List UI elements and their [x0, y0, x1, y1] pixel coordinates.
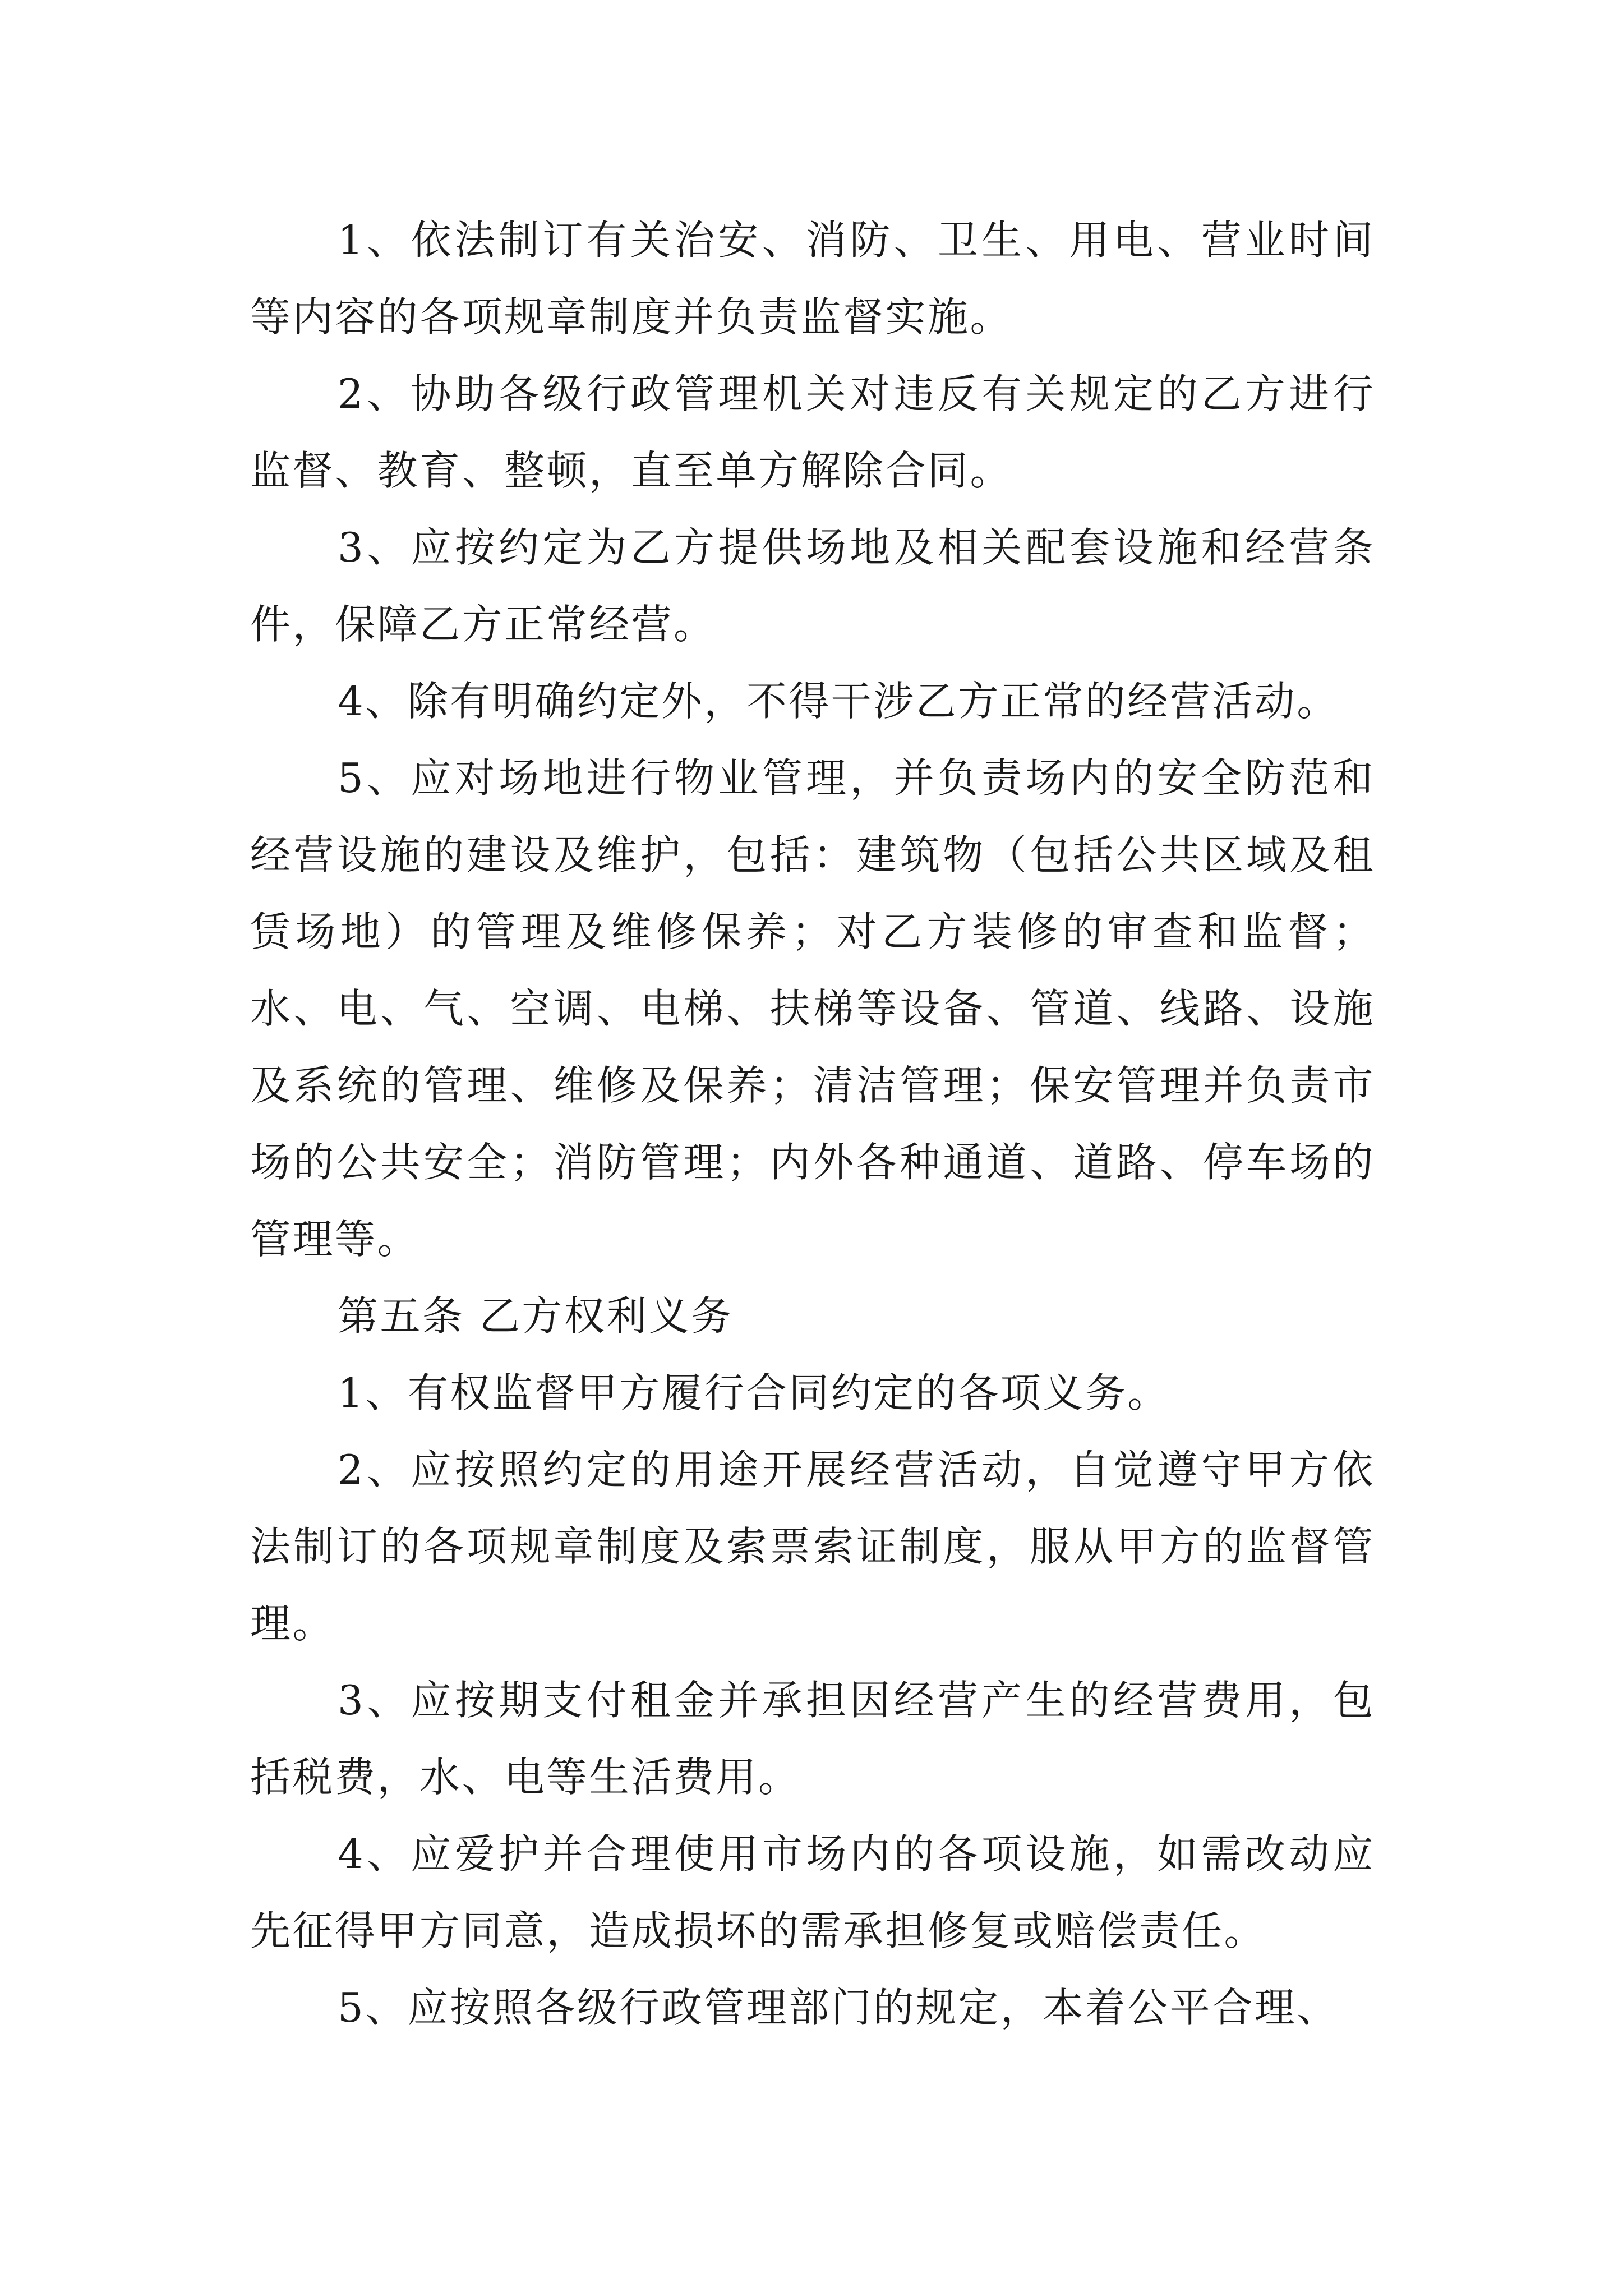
paragraph-party-a-duty-4: 4、除有明确约定外，不得干涉乙方正常的经营活动。 — [338, 678, 1339, 725]
section-heading-article-5: 第五条 乙方权利义务 — [338, 1292, 734, 1340]
paragraph-party-b-duty-3: 3、应按期支付租金并承担因经营产生的经营费用，包括税费，水、电等生活费用。 — [250, 1677, 1375, 1801]
paragraph-party-b-duty-4: 4、应爱护并合理使用市场内的各项设施，如需改动应先征得甲方同意，造成损坏的需承担修复或赔偿责任。 — [250, 1830, 1375, 1954]
paragraph-party-a-duty-2: 2、协助各级行政管理机关对违反有关规定的乙方进行监督、教育、整顿，直至单方解除合同。 — [250, 370, 1375, 494]
document-body — [250, 202, 1375, 2046]
paragraph-party-a-duty-1: 1、依法制订有关治安、消防、卫生、用电、营业时间等内容的各项规章制度并负责监督实施。 — [250, 217, 1375, 341]
paragraph-party-b-duty-2: 2、应按照约定的用途开展经营活动，自觉遵守甲方依法制订的各项规章制度及索票索证制度，服从甲方的监督管理。 — [250, 1446, 1375, 1647]
paragraph-party-b-duty-5: 5、应按照各级行政管理部门的规定，本着公平合理、 — [338, 1984, 1339, 2031]
paragraph-party-a-duty-5: 5、应对场地进行物业管理，并负责场内的安全防范和经营设施的建设及维护，包括：建筑物（包括公共区域及租赁场地）的管理及维修保养；对乙方装修的审查和监督；水、电、气、空调、电梯、扶梯等设备、管道、线路、设施及系统的管理、维修及保养；清洁管理；保安管理并负责市场的公共安全；消防管理；内外各种通道、道路、停车场的管理等。 — [250, 754, 1375, 1263]
paragraph-party-a-duty-3: 3、应按约定为乙方提供场地及相关配套设施和经营条件，保障乙方正常经营。 — [250, 524, 1375, 648]
paragraph-party-b-duty-1: 1、有权监督甲方履行合同约定的各项义务。 — [338, 1369, 1170, 1416]
